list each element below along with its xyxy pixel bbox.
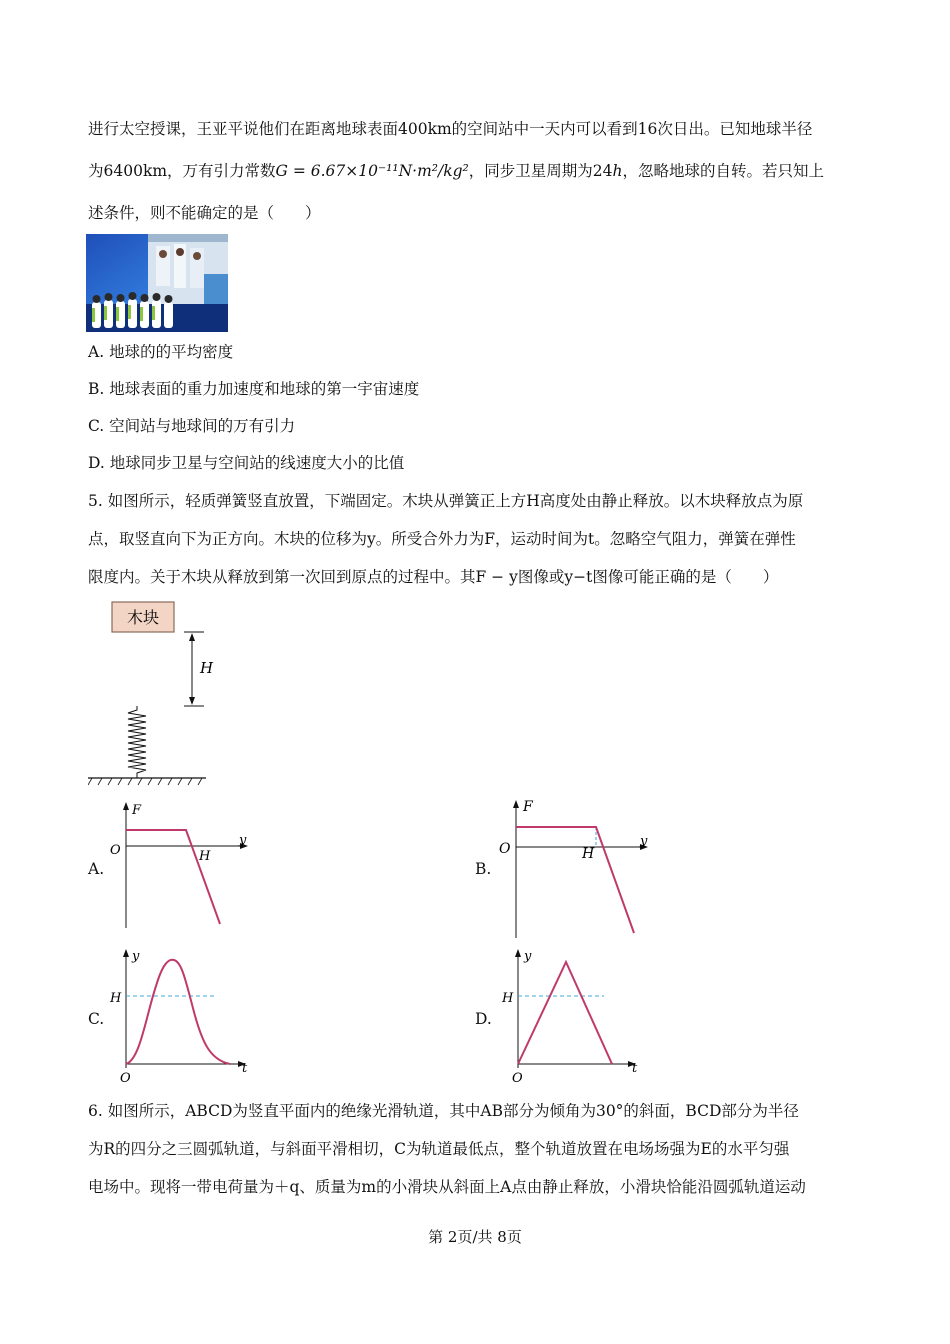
height-label-h: H	[200, 659, 214, 677]
q4-option-d: D. 地球同步卫星与空间站的线速度大小的比值	[88, 454, 405, 472]
graph-c-curve	[126, 960, 230, 1064]
q4-option-c: C. 空间站与地球间的万有引力	[88, 417, 296, 435]
q6-line-2: 为R的四分之三圆弧轨道，与斜面平滑相切，C为轨道最低点，整个轨道放置在电场场强为E的水平匀强	[88, 1140, 790, 1158]
svg-text:F: F	[523, 799, 533, 815]
svg-text:y: y	[640, 834, 648, 849]
svg-text:O: O	[120, 1071, 131, 1086]
gravity-constant-formula: G = 6.67×10⁻¹¹N·m²/kg²	[275, 162, 469, 180]
graph-d-y-t	[498, 946, 648, 1090]
graph-b-curve	[516, 827, 634, 933]
svg-text:H: H	[502, 991, 514, 1006]
q5-line-3: 限度内。关于木块从释放到第一次回到原点的过程中。其F − y图像或y−t图像可能正确的是（ ）	[88, 568, 779, 586]
svg-text:F: F	[132, 803, 142, 818]
graph-c-y-t	[106, 946, 256, 1090]
graph-a-curve	[126, 830, 220, 924]
svg-text:O: O	[110, 843, 121, 858]
q4-option-a: A. 地球的的平均密度	[88, 343, 234, 361]
svg-text:H: H	[110, 991, 122, 1006]
q4-line-3: 述条件，则不能确定的是（ ）	[88, 204, 321, 222]
svg-text:y: y	[132, 949, 140, 964]
page-footer: 第 2页/共 8页	[428, 1228, 522, 1246]
space-lecture-photo	[86, 234, 228, 332]
q4-option-b: B. 地球表面的重力加速度和地球的第一宇宙速度	[88, 380, 420, 398]
q6-line-3: 电场中。现将一带电荷量为＋q、质量为m的小滑块从斜面上A点由静止释放，小滑块恰能沿圆弧轨道运动	[88, 1178, 806, 1196]
q5-option-d-label: D.	[475, 1010, 492, 1028]
q5-line-1: 5. 如图所示，轻质弹簧竖直放置，下端固定。木块从弹簧正上方H高度处由静止释放。以木块释放点为原	[88, 492, 804, 510]
wood-block-label: 木块	[126, 608, 160, 627]
svg-text:H: H	[199, 849, 211, 864]
q6-line-1: 6. 如图所示，ABCD为竖直平面内的绝缘光滑轨道，其中AB部分为倾角为30°的斜面，BCD部分为半径	[88, 1102, 799, 1120]
svg-text:y: y	[524, 949, 532, 964]
svg-text:y: y	[239, 833, 247, 848]
svg-text:O: O	[512, 1071, 523, 1086]
q4-line-1: 进行太空授课，王亚平说他们在距离地球表面400km的空间站中一天内可以看到16次日出。已知地球半径	[88, 120, 813, 138]
q5-option-b-label: B.	[475, 860, 492, 878]
graph-a-f-y	[106, 800, 256, 934]
q4-line-2: 为6400km，万有引力常数G = 6.67×10⁻¹¹N·m²/kg²，同步卫星周期为24h，忽略地球的自转。若只知上	[88, 162, 824, 180]
graph-d-curve	[518, 962, 612, 1064]
q5-option-c-label: C.	[88, 1010, 105, 1028]
svg-text:O: O	[499, 841, 511, 857]
svg-text:H: H	[582, 846, 595, 862]
svg-text:t: t	[632, 1061, 638, 1076]
spring	[128, 706, 146, 778]
q5-line-2: 点，取竖直向下为正方向。木块的位移为y。所受合外力为F，运动时间为t。忽略空气阻力，弹簧在弹性	[88, 530, 796, 548]
svg-text:t: t	[242, 1061, 248, 1076]
q5-option-a-label: A.	[88, 860, 105, 878]
graph-b-f-y	[496, 795, 656, 944]
spring-block-figure	[88, 600, 218, 794]
